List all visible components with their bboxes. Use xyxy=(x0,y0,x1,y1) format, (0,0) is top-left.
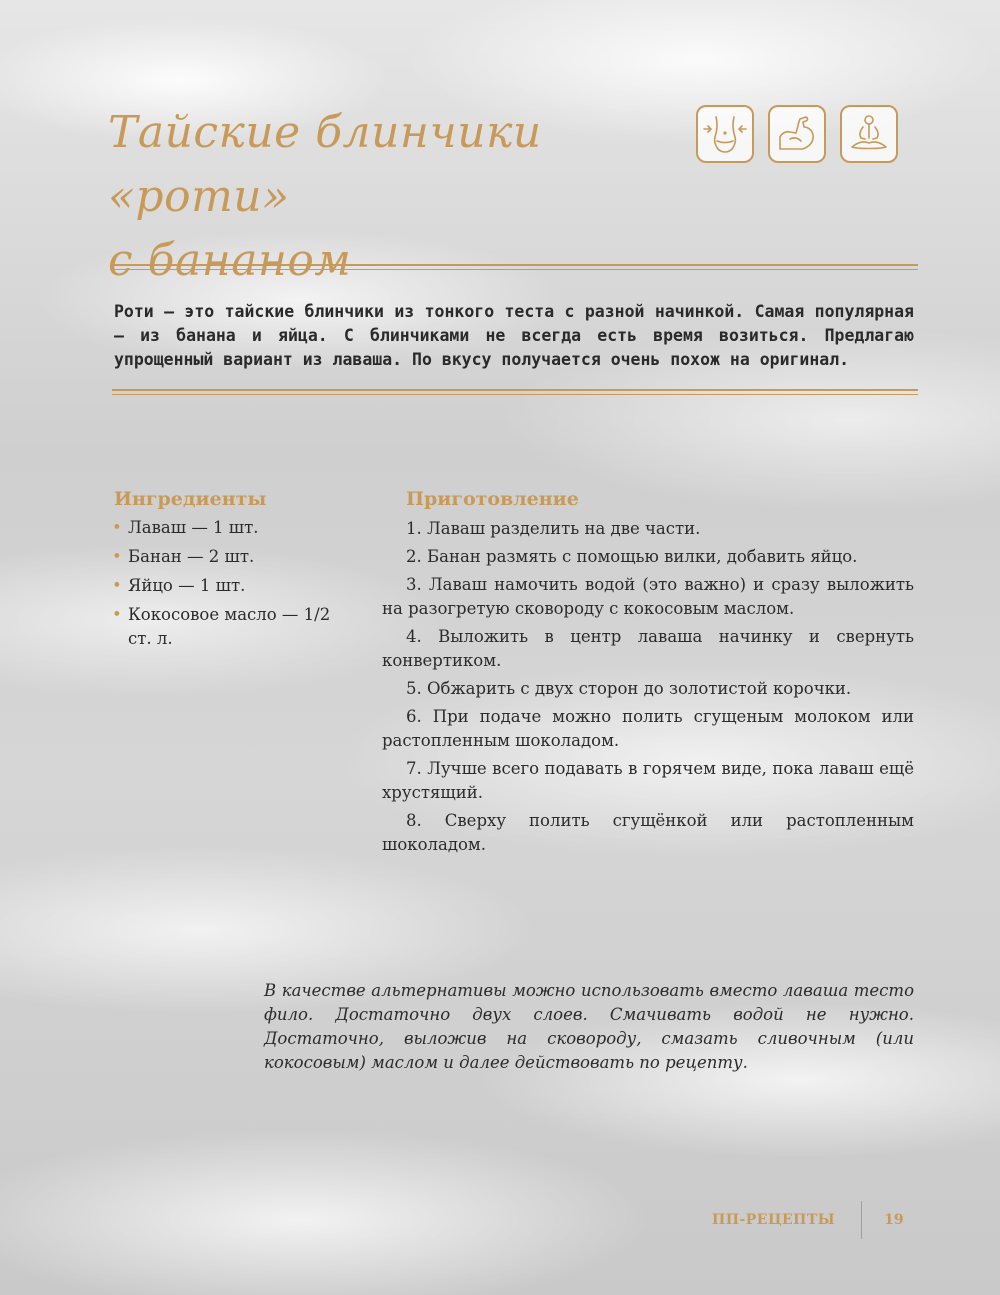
preparation-step: 2. Банан размять с помощью вилки, добавить яйцо. xyxy=(406,547,858,566)
ingredient-item: • Яйцо — 1 шт. xyxy=(112,574,352,598)
waist-slimming-icon xyxy=(696,105,754,163)
meditation-icon xyxy=(840,105,898,163)
preparation-step: 4. Выложить в центр лаваша начинку и свернуть конвертиком. xyxy=(382,627,914,670)
recipe-title-line-1: Тайские блинчики «роти» xyxy=(108,107,542,223)
preparation-step: 3. Лаваш намочить водой (это важно) и сразу выложить на разогретую сковороду с кокосовым маслом. xyxy=(382,575,914,618)
preparation-step: 6. При подаче можно полить сгущеным молоком или растопленным шоколадом. xyxy=(382,707,914,750)
footer-divider xyxy=(861,1201,862,1239)
strong-arm-icon xyxy=(768,105,826,163)
preparation-heading: Приготовление xyxy=(406,488,579,510)
preparation-step: 8. Сверху полить сгущёнкой или растопленным шоколадом. xyxy=(382,811,914,854)
page-number: 19 xyxy=(884,1212,904,1228)
recipe-title-line-2: с бананом xyxy=(108,235,352,287)
preparation-steps xyxy=(382,517,914,861)
benefit-icons xyxy=(696,105,898,163)
ingredients-heading: Ингредиенты xyxy=(114,488,267,510)
page-footer xyxy=(712,1200,904,1240)
preparation-step: 1. Лаваш разделить на две части. xyxy=(406,519,701,538)
intro-bottom-rule xyxy=(112,389,918,395)
ingredient-item: • Банан — 2 шт. xyxy=(112,545,352,569)
ingredient-item: • Лаваш — 1 шт. xyxy=(112,516,352,540)
intro-text: Роти – это тайские блинчики из тонкого теста с разной начинкой. Самая популярная – из банана и яйца. С блинчиками не всегда есть время возиться. Предлагаю упрощенный вариант из лаваша. По вкусу получается очень похож на оригинал. xyxy=(114,301,914,369)
section-name: ПП-РЕЦЕПТЫ xyxy=(712,1212,836,1228)
ingredients-list xyxy=(112,516,352,656)
alternative-note: В качестве альтернативы можно использовать вместо лаваша тесто фило. Достаточно двух слоев. Смачивать водой не нужно. Достаточно, выложив на сковороду, смазать сливочным (или кокосовым) маслом и далее действовать по рецепту. xyxy=(264,980,914,1072)
preparation-step: 7. Лучше всего подавать в горячем виде, пока лаваш ещё хрустящий. xyxy=(382,759,914,802)
ingredient-item: • Кокосовое масло — 1/2 ст. л. xyxy=(112,603,352,651)
preparation-step: 5. Обжарить с двух сторон до золотистой корочки. xyxy=(406,679,852,698)
intro-top-rule xyxy=(112,264,918,270)
